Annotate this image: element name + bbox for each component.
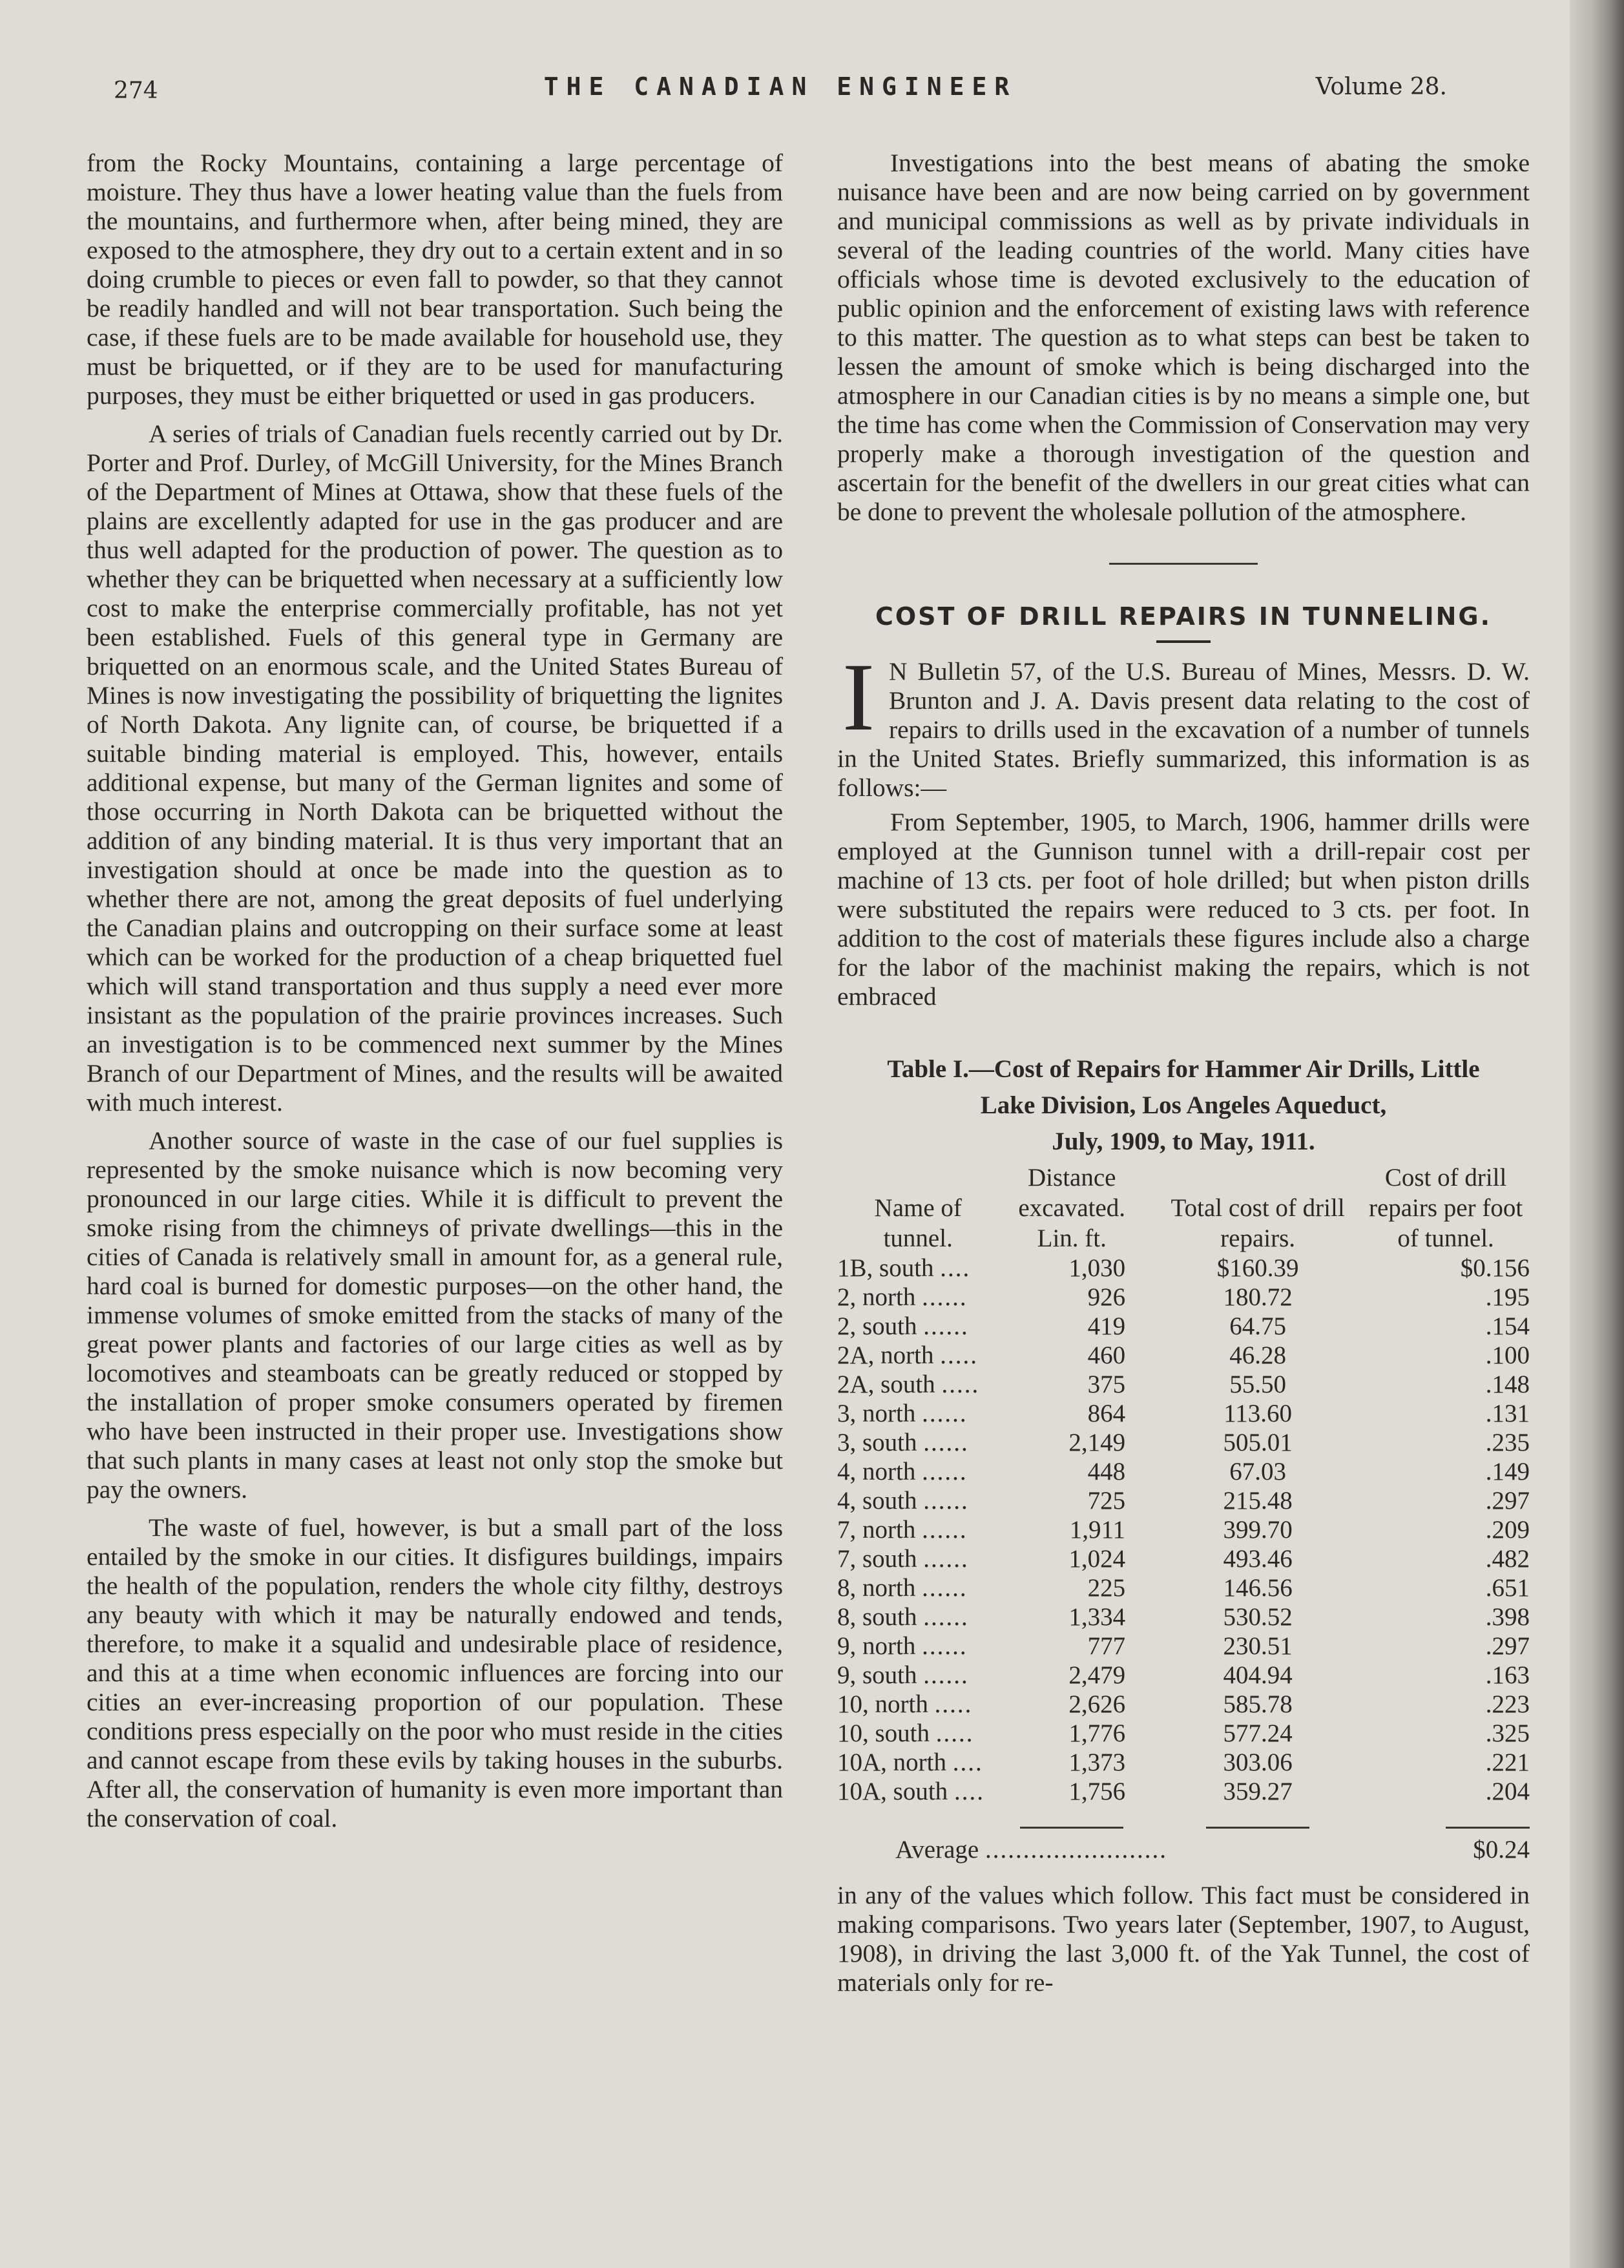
cost-per-foot-cell: .195 [1485, 1283, 1530, 1311]
distance-cell: 1,373 [1068, 1748, 1126, 1776]
tunnel-name: 10, north [837, 1690, 928, 1718]
header-cost-per-foot: Cost of drill repairs per foot of tunnel. [1368, 1164, 1523, 1252]
cost-per-foot-cell: .398 [1485, 1603, 1530, 1631]
distance-cell: 1,024 [1068, 1545, 1126, 1573]
tunnel-name-cell [837, 1457, 1018, 1486]
tunnel-name: 9, north [837, 1632, 916, 1660]
distance-cell: 460 [1087, 1341, 1126, 1369]
header-total-cost: Total cost of drill repairs. [1171, 1194, 1345, 1252]
tunnel-name: 2A, south [837, 1370, 935, 1398]
table-body [837, 1254, 1530, 1806]
article-title: COST OF DRILL REPAIRS IN TUNNELING. [875, 602, 1492, 631]
volume-label: Volume 28. [1315, 74, 1447, 100]
article-body [837, 644, 1530, 1011]
cost-per-foot-cell: .148 [1485, 1370, 1530, 1398]
tunnel-name: 7, north [837, 1516, 916, 1544]
page-number: 274 [114, 78, 158, 104]
table-row [837, 1573, 1530, 1602]
average-value: $0.24 [1473, 1836, 1530, 1864]
cost-per-foot-cell: .149 [1485, 1458, 1530, 1486]
paragraph: in any of the values which follow. This fact must be considered in making comparisons. Two years later (September, 1907, to August, 1908), in driving the last 3,000 ft. of the Yak Tunnel, the cost of materials only for re- [837, 1881, 1530, 1997]
leader-dots: ...... [923, 1429, 969, 1456]
table-row [837, 1457, 1530, 1486]
total-cost-cell: 230.51 [1223, 1632, 1293, 1660]
cost-per-foot-cell: .651 [1485, 1574, 1530, 1602]
tunnel-name-cell [837, 1283, 1018, 1312]
total-cost-cell: 505.01 [1223, 1429, 1293, 1456]
article-paragraph-text: N Bulletin 57, of the U.S. Bureau of Mines, Messrs. D. W. Brunton and J. A. Davis present data relating to the cost of repairs to drills used in the excavation of a number of tunnels in the United States. Briefly summarized, this information is as follows:— [837, 657, 1530, 802]
cost-per-foot-cell: .482 [1485, 1545, 1530, 1573]
header-distance: Distance excavated. Lin. ft. [1018, 1164, 1126, 1252]
leader-dots: ...... [922, 1458, 968, 1486]
total-cost-cell: 46.28 [1229, 1341, 1286, 1369]
distance-cell: 225 [1087, 1574, 1126, 1602]
tunnel-name-cell [837, 1632, 1018, 1661]
tunnel-name-cell [837, 1254, 1018, 1283]
total-cost-cell: 180.72 [1223, 1283, 1293, 1311]
total-cost-cell: 215.48 [1223, 1487, 1293, 1515]
distance-cell: 419 [1087, 1312, 1126, 1340]
cost-per-foot-cell: .209 [1485, 1516, 1530, 1544]
leader-dots: .... [953, 1778, 984, 1805]
table-row [837, 1312, 1530, 1341]
article-paragraph [837, 644, 1530, 803]
distance-cell: 1,334 [1068, 1603, 1126, 1631]
cost-per-foot-cell: .131 [1485, 1400, 1530, 1427]
drop-cap: I [842, 644, 875, 751]
sum-rule [1020, 1827, 1123, 1829]
distance-cell: 1,030 [1068, 1254, 1126, 1282]
leader-dots: ..... [934, 1690, 973, 1718]
summary-rules [837, 1806, 1530, 1835]
cost-per-foot-cell: .325 [1485, 1719, 1530, 1747]
leader-dots: ...... [922, 1283, 968, 1311]
tunnel-name: 3, north [837, 1400, 916, 1427]
article-paragraph: From September, 1905, to March, 1906, hammer drills were employed at the Gunnison tunnel with a drill-repair cost per machine of 13 cts. per foot of hole drilled; but when piston drills were substituted the repairs were reduced to 3 cts. per foot. In addition to the cost of materials these figures include also a charge for the labor of the machinist making the repairs, which is not embraced [837, 808, 1530, 1011]
leader-dots: ...... [923, 1603, 969, 1631]
total-cost-cell: $160.39 [1216, 1254, 1299, 1282]
paragraph: The waste of fuel, however, is but a small part of the loss entailed by the smoke in our cities. It disfigures buildings, impairs the health of the population, renders the whole city filthy, destroys any beauty with which it may be naturally endowed and tends, therefore, to make it a squalid and undesirable place of residence, and this at a time when economic influences are forcing into our cities an ever-increasing proportion of our population. These conditions press especially on the poor who must reside in the cities and cannot escape from these evils by taking houses in the suburbs. After all, the conservation of humanity is even more important than the conservation of coal. [87, 1513, 783, 1832]
leader-dots: ..... [935, 1719, 974, 1747]
table-row [837, 1370, 1530, 1399]
total-cost-cell: 399.70 [1223, 1516, 1293, 1544]
tunnel-name: 2, north [837, 1283, 916, 1311]
distance-cell: 725 [1087, 1487, 1126, 1515]
distance-cell: 926 [1087, 1283, 1126, 1311]
tunnel-name-cell [837, 1544, 1018, 1573]
total-cost-cell: 113.60 [1223, 1400, 1293, 1427]
leader-dots: ...... [922, 1632, 968, 1660]
tunnel-name-cell [837, 1777, 1018, 1806]
leader-dots: ...... [923, 1312, 969, 1340]
total-cost-cell: 404.94 [1223, 1661, 1293, 1689]
leader-dots: ...... [923, 1487, 969, 1515]
total-cost-cell: 359.27 [1223, 1778, 1293, 1805]
cost-per-foot-cell: .297 [1485, 1487, 1530, 1515]
total-cost-cell: 55.50 [1229, 1370, 1286, 1398]
average-label: Average [895, 1836, 979, 1864]
table-header-row [837, 1162, 1530, 1254]
leader-dots: .... [940, 1254, 971, 1282]
tunnel-name: 4, south [837, 1487, 917, 1515]
table-row [837, 1690, 1530, 1719]
leader-dots: ...... [922, 1574, 968, 1602]
cost-per-foot-cell: .297 [1485, 1632, 1530, 1660]
tunnel-name-cell [837, 1719, 1018, 1748]
tunnel-name-cell [837, 1370, 1018, 1399]
cost-per-foot-cell: .163 [1485, 1661, 1530, 1689]
tunnel-name-cell [837, 1486, 1018, 1515]
tunnel-name: 7, south [837, 1545, 917, 1573]
tunnel-name-cell [837, 1690, 1018, 1719]
leader-dots: .... [952, 1748, 983, 1776]
tunnel-name: 10, south [837, 1719, 930, 1747]
table-caption [837, 1051, 1530, 1160]
tunnel-name-cell [837, 1748, 1018, 1777]
total-cost-cell: 303.06 [1223, 1748, 1293, 1776]
table-row [837, 1777, 1530, 1806]
table-row [837, 1632, 1530, 1661]
left-column [87, 149, 783, 1833]
running-header [114, 72, 1447, 111]
total-cost-cell: 67.03 [1229, 1458, 1286, 1486]
tunnel-name: 8, north [837, 1574, 916, 1602]
journal-title: THE CANADIAN ENGINEER [543, 72, 1017, 101]
leader-dots: ..... [940, 1341, 978, 1369]
distance-cell: 375 [1087, 1370, 1126, 1398]
cost-per-foot-cell: .154 [1485, 1312, 1530, 1340]
paragraph: A series of trials of Canadian fuels recently carried out by Dr. Porter and Prof. Durley, of McGill University, for the Mines Branch of the Department of Mines at Ottawa, show that these fuels of the plains are excellently adapted for use in the gas producer and are thus well adapted for the production of power. The question as to whether they can be briquetted when necessary at a sufficiently low cost to make the enterprise commercially profitable, has not yet been established. Fuels of this general type in Germany are briquetted on an enormous scale, and the United States Bureau of Mines is now investigating the possibility of briquetting the lignites of North Dakota. Any lignite can, of course, be briquetted if a suitable binding material is employed. This, however, entails additional expense, but many of the German lignites and some of those occurring in North Dakota can be briquetted without the addition of any binding material. It is thus very important that an investigation should at once be made into the question as to whether there are not, among the great deposits of fuel underlying the Canadian plains and outcropping on their surface some at least which can be worked for the production of a cheap briquetted fuel which will stand transportation and thus supply a need ever more insistant as the population of the prairie provinces increases. Such an investigation is to be commenced next summer by the Mines Branch of our Department of Mines, and the results will be awaited with much interest. [87, 419, 783, 1117]
distance-cell: 2,149 [1068, 1429, 1126, 1456]
tunnel-name: 4, north [837, 1458, 916, 1486]
tunnel-name: 9, south [837, 1661, 917, 1689]
caption-line: July, 1909, to May, 1911. [1052, 1128, 1315, 1155]
sum-rule [1206, 1827, 1309, 1829]
distance-cell: 864 [1087, 1400, 1126, 1427]
table-row [837, 1399, 1530, 1428]
table-row [837, 1544, 1530, 1573]
tunnel-name: 2A, north [837, 1341, 934, 1369]
tunnel-name: 2, south [837, 1312, 917, 1340]
distance-cell: 1,911 [1069, 1516, 1126, 1544]
tunnel-name-cell [837, 1515, 1018, 1544]
total-cost-cell: 577.24 [1223, 1719, 1293, 1747]
leader-dots: ...... [923, 1545, 969, 1573]
tunnel-name: 1B, south [837, 1254, 934, 1282]
leader-dots: ..... [941, 1370, 980, 1398]
total-cost-cell: 64.75 [1229, 1312, 1286, 1340]
tunnel-name: 3, south [837, 1429, 917, 1456]
total-cost-cell: 146.56 [1223, 1574, 1293, 1602]
section-divider [1109, 563, 1258, 565]
right-column [837, 149, 1530, 1997]
table-row [837, 1428, 1530, 1457]
average-leader-dots: ........................ [984, 1836, 1167, 1864]
cost-per-foot-cell: .100 [1485, 1341, 1530, 1369]
table-row [837, 1486, 1530, 1515]
paragraph: Another source of waste in the case of our fuel supplies is represented by the smoke nuisance which is now becoming very pronounced in our large cities. While it is difficult to prevent the smoke rising from the chimneys of private dwellings—this in the cities of Canada is relatively small in amount for, as a general rule, hard coal is burned for domestic purposes—on the other hand, the immense volumes of smoke emitted from the stacks of many of the great power plants and factories of our large cities as well as by locomotives and steamboats can be greatly reduced or stopped by the installation of proper smoke consumers operated by firemen who have been instructed in their proper use. Investigations show that such plants in many cases at least not only stop the smoke but pay the owners. [87, 1126, 783, 1504]
tunnel-name-cell [837, 1312, 1018, 1341]
paragraph: Investigations into the best means of abating the smoke nuisance have been and are now being carried on by government and municipal commissions as well as by private individuals in several of the leading countries of the world. Many cities have officials whose time is devoted exclusively to the education of public opinion and the enforcement of existing laws with reference to this matter. The question as to what steps can best be taken to lessen the amount of smoke which is being discharged into the atmosphere in our Canadian cities is by no means a simple one, but the time has come when the Commission of Conservation may very properly make a thorough investigation of the question and ascertain for the benefit of the dwellers in our great cities what can be done to prevent the wholesale pollution of the atmosphere. [837, 149, 1530, 526]
caption-line: Lake Division, Los Angeles Aqueduct, [980, 1091, 1387, 1119]
distance-cell: 2,626 [1068, 1690, 1126, 1718]
leader-dots: ...... [922, 1400, 968, 1427]
table-row [837, 1602, 1530, 1632]
leader-dots: ...... [922, 1516, 968, 1544]
distance-cell: 1,776 [1068, 1719, 1126, 1747]
cost-per-foot-cell: $0.156 [1460, 1254, 1530, 1282]
average-row [837, 1835, 1530, 1864]
caption-line: Table I.—Cost of Repairs for Hammer Air Drills, Little [887, 1055, 1480, 1083]
table-row [837, 1748, 1530, 1777]
tunnel-name-cell [837, 1573, 1018, 1602]
table-row [837, 1661, 1530, 1690]
total-cost-cell: 530.52 [1223, 1603, 1293, 1631]
cost-per-foot-cell: .223 [1485, 1690, 1530, 1718]
table-row [837, 1283, 1530, 1312]
tunnel-name-cell [837, 1661, 1018, 1690]
title-underline [1156, 640, 1211, 643]
drill-repairs-table [837, 1162, 1530, 1864]
total-cost-cell: 493.46 [1223, 1545, 1293, 1573]
tunnel-name-cell [837, 1341, 1018, 1370]
cost-per-foot-cell: .204 [1485, 1778, 1530, 1805]
tunnel-name: 10A, south [837, 1778, 948, 1805]
tunnel-name: 8, south [837, 1603, 917, 1631]
distance-cell: 777 [1087, 1632, 1126, 1660]
leader-dots: ...... [923, 1661, 969, 1689]
cost-per-foot-cell: .221 [1485, 1748, 1530, 1776]
table-row [837, 1515, 1530, 1544]
tunnel-name-cell [837, 1399, 1018, 1428]
header-name: Name of tunnel. [874, 1194, 962, 1252]
distance-cell: 1,756 [1068, 1778, 1126, 1805]
distance-cell: 2,479 [1068, 1661, 1126, 1689]
table-row [837, 1341, 1530, 1370]
distance-cell: 448 [1087, 1458, 1126, 1486]
paragraph: from the Rocky Mountains, containing a large percentage of moisture. They thus have a lower heating value than the fuels from the mountains, and furthermore when, after being mined, they are exposed to the atmosphere, they dry out to a certain extent and in so doing crumble to pieces or even fall to powder, so that they cannot be readily handled and will not bear transportation. Such being the case, if these fuels are to be made available for household use, they must be briquetted, or if they are to be used for manufacturing purposes, they must be either briquetted or used in gas producers. [87, 149, 783, 410]
table-row [837, 1254, 1530, 1283]
tunnel-name-cell [837, 1428, 1018, 1457]
tunnel-name-cell [837, 1602, 1018, 1632]
sum-rule [1446, 1827, 1530, 1829]
table-row [837, 1719, 1530, 1748]
page-binding-edge [1570, 0, 1624, 2268]
total-cost-cell: 585.78 [1223, 1690, 1293, 1718]
tunnel-name: 10A, north [837, 1748, 946, 1776]
cost-per-foot-cell: .235 [1485, 1429, 1530, 1456]
